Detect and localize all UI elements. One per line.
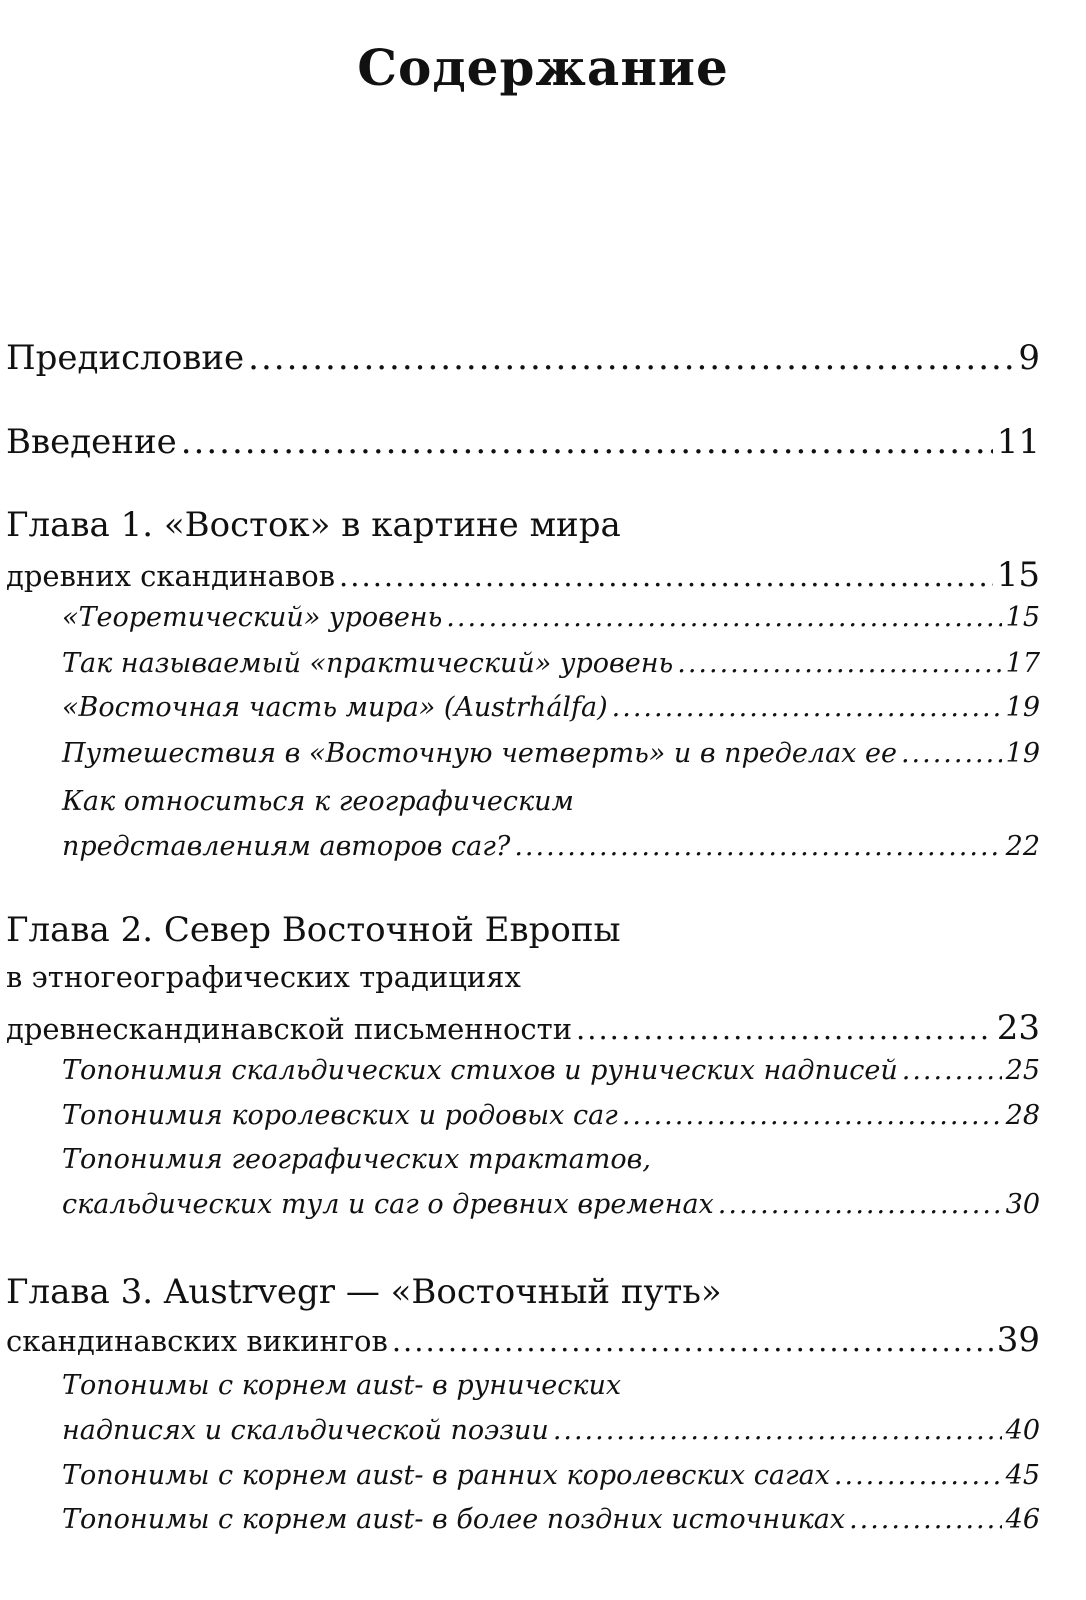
- toc-entry-line: Глава 1. «Восток» в картине мира: [6, 505, 621, 545]
- dot-leader: [718, 1189, 1002, 1220]
- toc-entry-label: Предисловие: [6, 338, 245, 378]
- toc-page-number: 30: [1005, 1189, 1040, 1220]
- toc-entry-label: скальдических тул и саг о древних временах: [62, 1189, 714, 1220]
- dot-leader: [181, 422, 993, 462]
- toc-entry-label: «Восточная часть мира» (Austrhálfa): [62, 692, 608, 723]
- toc-entry-line: Как относиться к географическим: [62, 786, 574, 817]
- toc-subentry[interactable]: [62, 1460, 1040, 1500]
- toc-page-number: 9: [1018, 338, 1040, 378]
- toc-subentry[interactable]: [62, 1370, 1040, 1446]
- page-title: Содержание: [357, 38, 729, 97]
- toc-page-number: 28: [1005, 1100, 1040, 1131]
- toc-entry-chapter-2[interactable]: [6, 910, 1040, 1048]
- toc-entry-label: Топонимия скальдических стихов и рунических надписей: [62, 1055, 898, 1086]
- toc-entry-line: Топонимы с корнем aust- в рунических: [62, 1370, 622, 1401]
- dot-leader: [849, 1504, 1002, 1535]
- dot-leader: [339, 559, 993, 593]
- toc-subentry[interactable]: [62, 692, 1040, 732]
- toc-subentry[interactable]: [62, 1144, 1040, 1220]
- toc-subentry[interactable]: [62, 648, 1040, 688]
- toc-entry-label: Путешествия в «Восточную четверть» и в пределах ее: [62, 738, 897, 769]
- dot-leader: [576, 1012, 993, 1046]
- toc-subentry[interactable]: [62, 1055, 1040, 1095]
- toc-entry-line: Глава 2. Север Восточной Европы: [6, 910, 621, 950]
- toc-page-number: 39: [996, 1320, 1040, 1360]
- dot-leader: [901, 738, 1002, 769]
- dot-leader: [553, 1415, 1002, 1446]
- dot-leader: [446, 602, 1001, 633]
- toc-entry-label: скандинавских викингов: [6, 1324, 388, 1358]
- dot-leader: [514, 831, 1001, 862]
- toc-subentry[interactable]: [62, 602, 1040, 642]
- toc-entry-label: надписях и скальдической поэзии: [62, 1415, 549, 1446]
- toc-entry-preface[interactable]: [6, 338, 1040, 378]
- toc-entry-line: Глава 3. Austrvegr — «Восточный путь»: [6, 1272, 722, 1312]
- toc-page-number: 15: [1005, 602, 1040, 633]
- toc-entry-label: представлениям авторов саг?: [62, 831, 511, 862]
- toc-entry-label: Введение: [6, 422, 177, 462]
- toc-entry-line: в этногеографических традициях: [6, 960, 521, 994]
- toc-entry-chapter-1[interactable]: [6, 505, 1040, 595]
- toc-entry-chapter-3[interactable]: [6, 1272, 1040, 1360]
- dot-leader: [677, 648, 1001, 679]
- toc-page-number: 23: [996, 1008, 1040, 1048]
- toc-page-number: 40: [1005, 1415, 1040, 1446]
- toc-page-number: 19: [1005, 692, 1040, 723]
- dot-leader: [902, 1055, 1002, 1086]
- toc-subentry[interactable]: [62, 786, 1040, 862]
- toc-page-number: 45: [1005, 1460, 1040, 1491]
- dot-leader: [622, 1100, 1002, 1131]
- toc-page-number: 11: [996, 422, 1040, 462]
- toc-entry-label: древнескандинавской письменности: [6, 1012, 573, 1046]
- toc-entry-label: древних скандинавов: [6, 559, 336, 593]
- toc-subentry[interactable]: [62, 738, 1040, 778]
- toc-entry-line: Топонимия географических трактатов,: [62, 1144, 651, 1175]
- toc-subentry[interactable]: [62, 1100, 1040, 1140]
- toc-entry-label: Топонимия королевских и родовых саг: [62, 1100, 618, 1131]
- toc-entry-label: «Теоретический» уровень: [62, 602, 443, 633]
- dot-leader: [834, 1460, 1002, 1491]
- dot-leader: [248, 338, 1014, 378]
- toc-page-number: 46: [1005, 1504, 1040, 1535]
- dot-leader: [392, 1324, 993, 1358]
- toc-page-number: 17: [1005, 648, 1040, 679]
- dot-leader: [612, 692, 1002, 723]
- toc-subentry[interactable]: [62, 1504, 1040, 1544]
- toc-page-number: 22: [1005, 831, 1040, 862]
- toc-entry-label: Топонимы с корнем aust- в ранних королевских сагах: [62, 1460, 830, 1491]
- toc-page-number: 25: [1005, 1055, 1040, 1086]
- toc-entry-label: Топонимы с корнем aust- в более поздних источниках: [62, 1504, 846, 1535]
- toc-page-number: 19: [1005, 738, 1040, 769]
- toc-entry-label: Так называемый «практический» уровень: [62, 648, 674, 679]
- toc-page-number: 15: [996, 555, 1040, 595]
- toc-entry-introduction[interactable]: [6, 422, 1040, 462]
